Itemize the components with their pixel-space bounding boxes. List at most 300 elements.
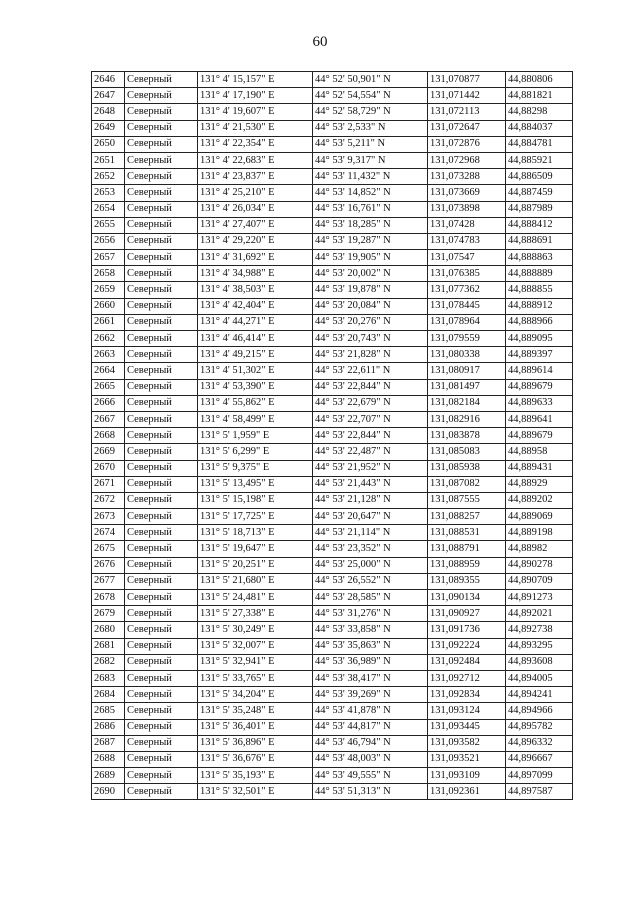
table-row [92, 185, 573, 201]
area-name-cell: Северный [125, 104, 198, 120]
longitude-dms-cell: 131° 5' 36,401" E [198, 719, 313, 735]
longitude-dms-cell: 131° 4' 53,390" E [198, 379, 313, 395]
area-name-cell: Северный [125, 606, 198, 622]
area-name-cell: Северный [125, 541, 198, 557]
point-number-cell: 2662 [92, 331, 125, 347]
latitude-dms-cell: 44° 53' 22,844" N [313, 428, 428, 444]
latitude-dms-cell: 44° 53' 41,878" N [313, 703, 428, 719]
longitude-dms-cell: 131° 5' 30,249" E [198, 622, 313, 638]
longitude-decimal-cell: 131,080338 [428, 347, 506, 363]
longitude-dms-cell: 131° 5' 24,481" E [198, 590, 313, 606]
point-number-cell: 2658 [92, 266, 125, 282]
point-number-cell: 2648 [92, 104, 125, 120]
area-name-cell: Северный [125, 444, 198, 460]
latitude-dms-cell: 44° 53' 16,761" N [313, 201, 428, 217]
table-row [92, 476, 573, 492]
longitude-decimal-cell: 131,072876 [428, 136, 506, 152]
page-number: 60 [312, 34, 328, 50]
area-name-cell: Северный [125, 136, 198, 152]
longitude-dms-cell: 131° 4' 21,530" E [198, 120, 313, 136]
longitude-decimal-cell: 131,080917 [428, 363, 506, 379]
table-row [92, 509, 573, 525]
latitude-decimal-cell: 44,889069 [506, 509, 573, 525]
point-number-cell: 2687 [92, 735, 125, 751]
latitude-decimal-cell: 44,890709 [506, 573, 573, 589]
point-number-cell: 2667 [92, 411, 125, 427]
latitude-decimal-cell: 44,895782 [506, 719, 573, 735]
latitude-dms-cell: 44° 53' 39,269" N [313, 687, 428, 703]
point-number-cell: 2671 [92, 476, 125, 492]
point-number-cell: 2674 [92, 525, 125, 541]
longitude-decimal-cell: 131,090927 [428, 606, 506, 622]
latitude-dms-cell: 44° 53' 20,084" N [313, 298, 428, 314]
table-row [92, 622, 573, 638]
table-row [92, 136, 573, 152]
table-row [92, 525, 573, 541]
longitude-dms-cell: 131° 4' 46,414" E [198, 331, 313, 347]
latitude-decimal-cell: 44,897099 [506, 768, 573, 784]
latitude-dms-cell: 44° 52' 54,554" N [313, 88, 428, 104]
table-row [92, 88, 573, 104]
latitude-decimal-cell: 44,888889 [506, 266, 573, 282]
longitude-dms-cell: 131° 5' 17,725" E [198, 509, 313, 525]
latitude-decimal-cell: 44,887989 [506, 201, 573, 217]
area-name-cell: Северный [125, 314, 198, 330]
area-name-cell: Северный [125, 751, 198, 767]
table-row [92, 250, 573, 266]
table-row [92, 169, 573, 185]
latitude-dms-cell: 44° 53' 31,276" N [313, 606, 428, 622]
latitude-dms-cell: 44° 53' 19,878" N [313, 282, 428, 298]
latitude-decimal-cell: 44,891273 [506, 590, 573, 606]
point-number-cell: 2649 [92, 120, 125, 136]
point-number-cell: 2654 [92, 201, 125, 217]
latitude-dms-cell: 44° 53' 21,952" N [313, 460, 428, 476]
longitude-dms-cell: 131° 4' 42,404" E [198, 298, 313, 314]
table-row [92, 492, 573, 508]
point-number-cell: 2655 [92, 217, 125, 233]
latitude-dms-cell: 44° 53' 21,114" N [313, 525, 428, 541]
latitude-dms-cell: 44° 53' 51,313" N [313, 784, 428, 800]
coordinates-table-body [92, 72, 573, 800]
area-name-cell: Северный [125, 476, 198, 492]
latitude-dms-cell: 44° 53' 20,276" N [313, 314, 428, 330]
area-name-cell: Северный [125, 217, 198, 233]
table-row [92, 428, 573, 444]
latitude-decimal-cell: 44,896667 [506, 751, 573, 767]
latitude-dms-cell: 44° 53' 21,828" N [313, 347, 428, 363]
longitude-dms-cell: 131° 4' 15,157" E [198, 72, 313, 88]
area-name-cell: Северный [125, 768, 198, 784]
area-name-cell: Северный [125, 590, 198, 606]
point-number-cell: 2659 [92, 282, 125, 298]
table-row [92, 670, 573, 686]
longitude-dms-cell: 131° 5' 36,896" E [198, 735, 313, 751]
latitude-decimal-cell: 44,892021 [506, 606, 573, 622]
point-number-cell: 2646 [92, 72, 125, 88]
point-number-cell: 2672 [92, 492, 125, 508]
table-row [92, 411, 573, 427]
point-number-cell: 2652 [92, 169, 125, 185]
table-row [92, 573, 573, 589]
latitude-decimal-cell: 44,894966 [506, 703, 573, 719]
longitude-decimal-cell: 131,070877 [428, 72, 506, 88]
point-number-cell: 2680 [92, 622, 125, 638]
area-name-cell: Северный [125, 395, 198, 411]
table-row [92, 282, 573, 298]
latitude-dms-cell: 44° 53' 46,794" N [313, 735, 428, 751]
latitude-decimal-cell: 44,896332 [506, 735, 573, 751]
table-row [92, 687, 573, 703]
longitude-decimal-cell: 131,073669 [428, 185, 506, 201]
latitude-dms-cell: 44° 53' 36,989" N [313, 654, 428, 670]
longitude-decimal-cell: 131,079559 [428, 331, 506, 347]
longitude-decimal-cell: 131,078445 [428, 298, 506, 314]
latitude-dms-cell: 44° 53' 20,743" N [313, 331, 428, 347]
table-row [92, 233, 573, 249]
point-number-cell: 2653 [92, 185, 125, 201]
longitude-decimal-cell: 131,076385 [428, 266, 506, 282]
latitude-decimal-cell: 44,888855 [506, 282, 573, 298]
area-name-cell: Северный [125, 347, 198, 363]
latitude-decimal-cell: 44,887459 [506, 185, 573, 201]
area-name-cell: Северный [125, 654, 198, 670]
latitude-decimal-cell: 44,897587 [506, 784, 573, 800]
latitude-dms-cell: 44° 53' 19,905" N [313, 250, 428, 266]
point-number-cell: 2669 [92, 444, 125, 460]
latitude-decimal-cell: 44,884781 [506, 136, 573, 152]
latitude-dms-cell: 44° 53' 20,002" N [313, 266, 428, 282]
area-name-cell: Северный [125, 509, 198, 525]
area-name-cell: Северный [125, 250, 198, 266]
latitude-decimal-cell: 44,888966 [506, 314, 573, 330]
longitude-dms-cell: 131° 5' 27,338" E [198, 606, 313, 622]
table-row [92, 72, 573, 88]
longitude-decimal-cell: 131,083878 [428, 428, 506, 444]
area-name-cell: Северный [125, 201, 198, 217]
point-number-cell: 2677 [92, 573, 125, 589]
longitude-decimal-cell: 131,082184 [428, 395, 506, 411]
longitude-decimal-cell: 131,082916 [428, 411, 506, 427]
longitude-decimal-cell: 131,088531 [428, 525, 506, 541]
longitude-decimal-cell: 131,093124 [428, 703, 506, 719]
area-name-cell: Северный [125, 703, 198, 719]
longitude-decimal-cell: 131,074783 [428, 233, 506, 249]
area-name-cell: Северный [125, 298, 198, 314]
longitude-decimal-cell: 131,093109 [428, 768, 506, 784]
area-name-cell: Северный [125, 460, 198, 476]
longitude-dms-cell: 131° 5' 36,676" E [198, 751, 313, 767]
longitude-decimal-cell: 131,087082 [428, 476, 506, 492]
point-number-cell: 2675 [92, 541, 125, 557]
table-row [92, 152, 573, 168]
area-name-cell: Северный [125, 282, 198, 298]
latitude-decimal-cell: 44,889641 [506, 411, 573, 427]
table-row [92, 379, 573, 395]
table-row [92, 444, 573, 460]
point-number-cell: 2681 [92, 638, 125, 654]
point-number-cell: 2676 [92, 557, 125, 573]
latitude-dms-cell: 44° 53' 44,817" N [313, 719, 428, 735]
latitude-decimal-cell: 44,880806 [506, 72, 573, 88]
area-name-cell: Северный [125, 379, 198, 395]
coordinates-table [91, 71, 573, 800]
table-row [92, 201, 573, 217]
table-row [92, 363, 573, 379]
point-number-cell: 2683 [92, 670, 125, 686]
latitude-decimal-cell: 44,889679 [506, 428, 573, 444]
latitude-dms-cell: 44° 52' 58,729" N [313, 104, 428, 120]
table-row [92, 751, 573, 767]
table-row [92, 331, 573, 347]
point-number-cell: 2661 [92, 314, 125, 330]
point-number-cell: 2679 [92, 606, 125, 622]
area-name-cell: Северный [125, 363, 198, 379]
longitude-decimal-cell: 131,078964 [428, 314, 506, 330]
area-name-cell: Северный [125, 638, 198, 654]
table-row [92, 784, 573, 800]
longitude-decimal-cell: 131,091736 [428, 622, 506, 638]
table-row [92, 120, 573, 136]
longitude-decimal-cell: 131,093521 [428, 751, 506, 767]
point-number-cell: 2685 [92, 703, 125, 719]
area-name-cell: Северный [125, 557, 198, 573]
latitude-decimal-cell: 44,885921 [506, 152, 573, 168]
point-number-cell: 2647 [92, 88, 125, 104]
latitude-decimal-cell: 44,888691 [506, 233, 573, 249]
longitude-dms-cell: 131° 4' 27,407" E [198, 217, 313, 233]
longitude-dms-cell: 131° 4' 44,271" E [198, 314, 313, 330]
latitude-dms-cell: 44° 53' 9,317" N [313, 152, 428, 168]
table-row [92, 735, 573, 751]
table-row [92, 104, 573, 120]
longitude-dms-cell: 131° 4' 49,215" E [198, 347, 313, 363]
longitude-decimal-cell: 131,088257 [428, 509, 506, 525]
longitude-decimal-cell: 131,072647 [428, 120, 506, 136]
latitude-decimal-cell: 44,88929 [506, 476, 573, 492]
longitude-dms-cell: 131° 5' 9,375" E [198, 460, 313, 476]
area-name-cell: Северный [125, 784, 198, 800]
longitude-decimal-cell: 131,092484 [428, 654, 506, 670]
latitude-dms-cell: 44° 53' 22,679" N [313, 395, 428, 411]
longitude-decimal-cell: 131,072968 [428, 152, 506, 168]
longitude-decimal-cell: 131,092712 [428, 670, 506, 686]
longitude-dms-cell: 131° 5' 32,941" E [198, 654, 313, 670]
latitude-dms-cell: 44° 53' 23,352" N [313, 541, 428, 557]
area-name-cell: Северный [125, 670, 198, 686]
longitude-dms-cell: 131° 4' 17,190" E [198, 88, 313, 104]
latitude-dms-cell: 44° 53' 20,647" N [313, 509, 428, 525]
longitude-dms-cell: 131° 4' 51,302" E [198, 363, 313, 379]
latitude-dms-cell: 44° 53' 26,552" N [313, 573, 428, 589]
longitude-dms-cell: 131° 4' 58,499" E [198, 411, 313, 427]
latitude-dms-cell: 44° 53' 14,852" N [313, 185, 428, 201]
latitude-dms-cell: 44° 53' 22,707" N [313, 411, 428, 427]
latitude-decimal-cell: 44,88958 [506, 444, 573, 460]
longitude-decimal-cell: 131,093582 [428, 735, 506, 751]
point-number-cell: 2664 [92, 363, 125, 379]
point-number-cell: 2660 [92, 298, 125, 314]
table-row [92, 460, 573, 476]
latitude-decimal-cell: 44,888863 [506, 250, 573, 266]
latitude-dms-cell: 44° 53' 28,585" N [313, 590, 428, 606]
area-name-cell: Северный [125, 266, 198, 282]
longitude-decimal-cell: 131,092224 [428, 638, 506, 654]
longitude-decimal-cell: 131,081497 [428, 379, 506, 395]
table-row [92, 298, 573, 314]
latitude-decimal-cell: 44,893295 [506, 638, 573, 654]
longitude-dms-cell: 131° 4' 23,837" E [198, 169, 313, 185]
latitude-decimal-cell: 44,88298 [506, 104, 573, 120]
longitude-dms-cell: 131° 5' 19,647" E [198, 541, 313, 557]
point-number-cell: 2690 [92, 784, 125, 800]
point-number-cell: 2656 [92, 233, 125, 249]
latitude-dms-cell: 44° 52' 50,901" N [313, 72, 428, 88]
longitude-decimal-cell: 131,073288 [428, 169, 506, 185]
longitude-dms-cell: 131° 5' 20,251" E [198, 557, 313, 573]
table-row [92, 217, 573, 233]
point-number-cell: 2670 [92, 460, 125, 476]
latitude-dms-cell: 44° 53' 21,443" N [313, 476, 428, 492]
longitude-dms-cell: 131° 4' 25,210" E [198, 185, 313, 201]
longitude-decimal-cell: 131,089355 [428, 573, 506, 589]
latitude-decimal-cell: 44,889431 [506, 460, 573, 476]
longitude-dms-cell: 131° 5' 18,713" E [198, 525, 313, 541]
latitude-decimal-cell: 44,889202 [506, 492, 573, 508]
latitude-decimal-cell: 44,894241 [506, 687, 573, 703]
latitude-decimal-cell: 44,890278 [506, 557, 573, 573]
area-name-cell: Северный [125, 169, 198, 185]
area-name-cell: Северный [125, 185, 198, 201]
latitude-dms-cell: 44° 53' 48,003" N [313, 751, 428, 767]
table-row [92, 703, 573, 719]
longitude-dms-cell: 131° 4' 22,683" E [198, 152, 313, 168]
point-number-cell: 2673 [92, 509, 125, 525]
longitude-decimal-cell: 131,090134 [428, 590, 506, 606]
longitude-decimal-cell: 131,085938 [428, 460, 506, 476]
longitude-decimal-cell: 131,092834 [428, 687, 506, 703]
longitude-decimal-cell: 131,072113 [428, 104, 506, 120]
longitude-dms-cell: 131° 4' 26,034" E [198, 201, 313, 217]
table-row [92, 314, 573, 330]
point-number-cell: 2657 [92, 250, 125, 266]
latitude-dms-cell: 44° 53' 18,285" N [313, 217, 428, 233]
latitude-decimal-cell: 44,886509 [506, 169, 573, 185]
latitude-dms-cell: 44° 53' 33,858" N [313, 622, 428, 638]
longitude-dms-cell: 131° 5' 35,193" E [198, 768, 313, 784]
latitude-decimal-cell: 44,894005 [506, 670, 573, 686]
latitude-decimal-cell: 44,889198 [506, 525, 573, 541]
area-name-cell: Северный [125, 72, 198, 88]
longitude-decimal-cell: 131,073898 [428, 201, 506, 217]
longitude-decimal-cell: 131,07428 [428, 217, 506, 233]
latitude-decimal-cell: 44,889614 [506, 363, 573, 379]
latitude-decimal-cell: 44,881821 [506, 88, 573, 104]
longitude-decimal-cell: 131,093445 [428, 719, 506, 735]
point-number-cell: 2678 [92, 590, 125, 606]
longitude-dms-cell: 131° 5' 1,959" E [198, 428, 313, 444]
longitude-dms-cell: 131° 4' 19,607" E [198, 104, 313, 120]
latitude-dms-cell: 44° 53' 22,487" N [313, 444, 428, 460]
area-name-cell: Северный [125, 573, 198, 589]
longitude-decimal-cell: 131,088791 [428, 541, 506, 557]
table-row [92, 347, 573, 363]
table-row [92, 719, 573, 735]
latitude-dms-cell: 44° 53' 2,533" N [313, 120, 428, 136]
latitude-dms-cell: 44° 53' 11,432" N [313, 169, 428, 185]
longitude-dms-cell: 131° 4' 38,503" E [198, 282, 313, 298]
table-row [92, 395, 573, 411]
latitude-decimal-cell: 44,888912 [506, 298, 573, 314]
longitude-decimal-cell: 131,07547 [428, 250, 506, 266]
longitude-decimal-cell: 131,087555 [428, 492, 506, 508]
area-name-cell: Северный [125, 152, 198, 168]
point-number-cell: 2668 [92, 428, 125, 444]
area-name-cell: Северный [125, 88, 198, 104]
longitude-dms-cell: 131° 5' 34,204" E [198, 687, 313, 703]
point-number-cell: 2665 [92, 379, 125, 395]
area-name-cell: Северный [125, 735, 198, 751]
latitude-dms-cell: 44° 53' 5,211" N [313, 136, 428, 152]
latitude-dms-cell: 44° 53' 25,000" N [313, 557, 428, 573]
latitude-decimal-cell: 44,884037 [506, 120, 573, 136]
longitude-dms-cell: 131° 5' 21,680" E [198, 573, 313, 589]
point-number-cell: 2651 [92, 152, 125, 168]
point-number-cell: 2663 [92, 347, 125, 363]
point-number-cell: 2684 [92, 687, 125, 703]
longitude-dms-cell: 131° 4' 31,692" E [198, 250, 313, 266]
latitude-dms-cell: 44° 53' 22,844" N [313, 379, 428, 395]
longitude-dms-cell: 131° 5' 15,198" E [198, 492, 313, 508]
latitude-decimal-cell: 44,889679 [506, 379, 573, 395]
area-name-cell: Северный [125, 331, 198, 347]
latitude-decimal-cell: 44,889397 [506, 347, 573, 363]
latitude-decimal-cell: 44,88982 [506, 541, 573, 557]
longitude-decimal-cell: 131,071442 [428, 88, 506, 104]
point-number-cell: 2689 [92, 768, 125, 784]
table-row [92, 638, 573, 654]
area-name-cell: Северный [125, 120, 198, 136]
longitude-decimal-cell: 131,085083 [428, 444, 506, 460]
latitude-dms-cell: 44° 53' 49,555" N [313, 768, 428, 784]
area-name-cell: Северный [125, 233, 198, 249]
area-name-cell: Северный [125, 687, 198, 703]
table-row [92, 590, 573, 606]
table-row [92, 606, 573, 622]
area-name-cell: Северный [125, 525, 198, 541]
area-name-cell: Северный [125, 411, 198, 427]
area-name-cell: Северный [125, 719, 198, 735]
latitude-decimal-cell: 44,893608 [506, 654, 573, 670]
area-name-cell: Северный [125, 622, 198, 638]
table-row [92, 557, 573, 573]
table-row [92, 266, 573, 282]
longitude-dms-cell: 131° 4' 34,988" E [198, 266, 313, 282]
latitude-decimal-cell: 44,889095 [506, 331, 573, 347]
longitude-dms-cell: 131° 5' 33,765" E [198, 670, 313, 686]
latitude-decimal-cell: 44,888412 [506, 217, 573, 233]
longitude-dms-cell: 131° 5' 6,299" E [198, 444, 313, 460]
latitude-dms-cell: 44° 53' 21,128" N [313, 492, 428, 508]
longitude-decimal-cell: 131,088959 [428, 557, 506, 573]
table-row [92, 654, 573, 670]
latitude-decimal-cell: 44,889633 [506, 395, 573, 411]
point-number-cell: 2688 [92, 751, 125, 767]
area-name-cell: Северный [125, 492, 198, 508]
point-number-cell: 2666 [92, 395, 125, 411]
longitude-dms-cell: 131° 4' 22,354" E [198, 136, 313, 152]
longitude-dms-cell: 131° 4' 55,862" E [198, 395, 313, 411]
